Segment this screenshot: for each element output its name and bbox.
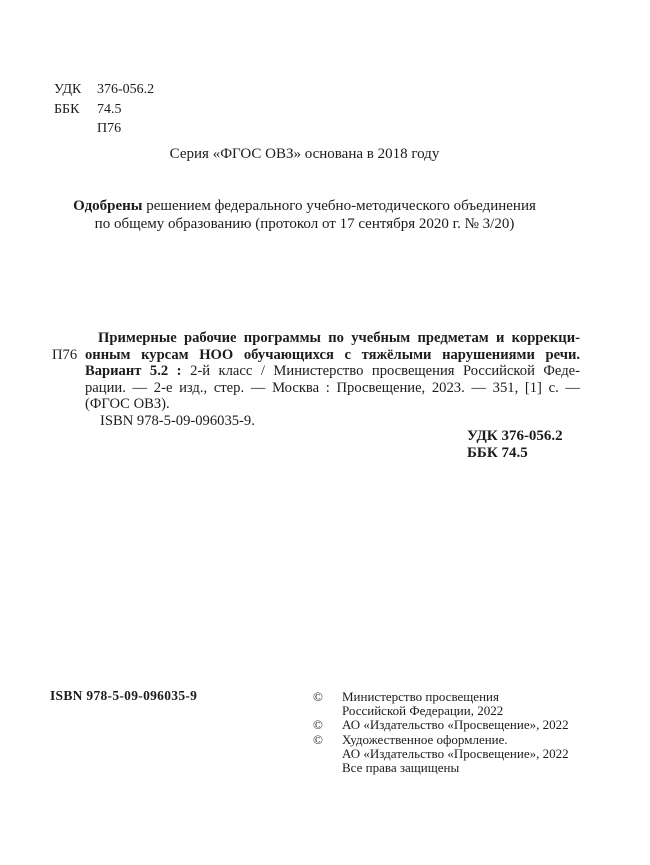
card-line-3 <box>85 363 580 380</box>
card-line-3-rest: 2-й класс / Министерство просвещения Российской Феде- <box>190 363 580 380</box>
approval-note <box>28 198 581 233</box>
copyright-entry-lines <box>342 733 569 776</box>
copyright-line: Все права защищены <box>342 760 460 776</box>
top-classification-block <box>54 80 154 139</box>
card-bbk: ББК 74.5 <box>467 444 528 461</box>
udk-value: 376-056.2 <box>97 82 155 97</box>
card-udk: УДК 376-056.2 <box>467 428 563 444</box>
card-variant-bold: Вариант 5.2 : <box>85 363 182 380</box>
copyright-entry-lines <box>342 690 503 718</box>
card-line-2: онным курсам НОО обучающихся с тяжёлыми нарушениями речи. <box>85 346 580 363</box>
bbk-label: ББК <box>54 101 80 117</box>
card-codes-block <box>467 428 563 461</box>
approval-line-2: по общему образованию (протокол от 17 сентября 2020 г. № 3/20) <box>94 215 515 232</box>
copyright-symbol: © <box>313 717 323 733</box>
bbk-value: 74.5 <box>97 101 122 117</box>
udk-label: УДК <box>54 82 82 97</box>
copyright-block <box>313 690 569 775</box>
copyright-line: АО «Издательство «Просвещение», 2022 <box>342 745 569 761</box>
udk-row <box>54 80 154 100</box>
card-line-4: рации. — 2-е изд., стер. — Москва : Просвещение, 2023. — 351, [1] с. — <box>85 379 580 396</box>
author-sign: П76 <box>97 121 122 136</box>
margin-author-sign: П76 <box>52 347 78 363</box>
catalog-card <box>85 330 580 430</box>
copyright-line: Художественное оформление. <box>342 731 508 747</box>
approval-line-1 <box>28 198 581 216</box>
copyright-symbol: © <box>313 731 323 747</box>
copyright-line: Министерство просвещения <box>342 689 499 704</box>
approval-line-1-rest: решением федерального учебно-методического объединения <box>146 198 536 214</box>
card-isbn-line: ISBN 978-5-09-096035-9. <box>100 412 255 429</box>
series-note: Серия «ФГОС ОВЗ» основана в 2018 году <box>169 146 440 162</box>
copyright-entry-lines <box>342 718 569 732</box>
copyright-line: Российской Федерации, 2022 <box>342 703 504 719</box>
approval-bold-word: Одобрены <box>73 198 143 214</box>
copyright-entry <box>313 718 569 732</box>
copyright-line: АО «Издательство «Просвещение», 2022 <box>342 717 569 733</box>
copyright-entry <box>313 690 569 718</box>
bottom-isbn: ISBN 978-5-09-096035-9 <box>50 688 198 703</box>
card-line-1: Примерные рабочие программы по учебным предметам и коррекци- <box>98 330 580 346</box>
copyright-entry <box>313 733 569 776</box>
copyright-symbol: © <box>313 689 323 704</box>
bbk-row <box>54 100 154 120</box>
card-line-5: (ФГОС ОВЗ). <box>85 396 170 413</box>
author-sign-row <box>54 119 154 139</box>
